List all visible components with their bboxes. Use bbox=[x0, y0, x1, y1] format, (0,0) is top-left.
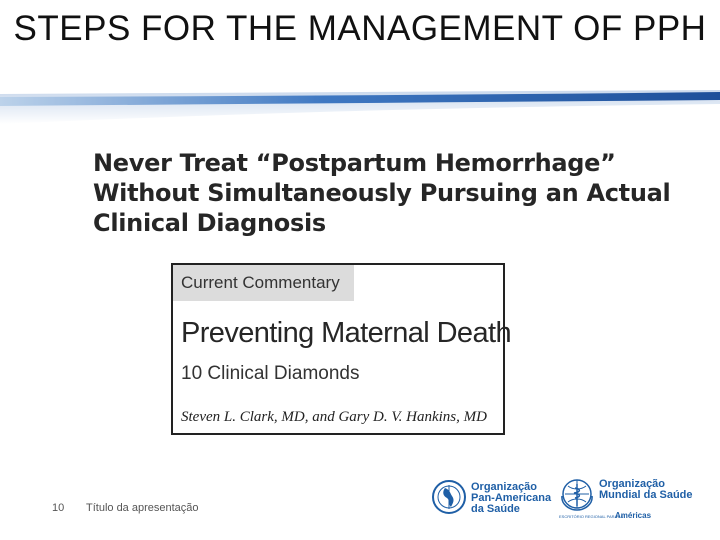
article-category: Current Commentary bbox=[173, 265, 354, 301]
article-title: Preventing Maternal Death bbox=[181, 317, 511, 349]
paho-emblem-icon bbox=[431, 479, 467, 515]
slide-title: STEPS FOR THE MANAGEMENT OF PPH bbox=[13, 9, 707, 48]
headline-line-3: Clinical Diagnosis bbox=[93, 209, 326, 237]
article-authors: Steven L. Clark, MD, and Gary D. V. Hankins, MD bbox=[181, 409, 487, 425]
who-logo-text bbox=[599, 479, 693, 501]
paho-line-3: da Saúde bbox=[471, 503, 520, 515]
who-line-1: Organização bbox=[599, 478, 666, 490]
article-excerpt-image bbox=[171, 263, 511, 435]
footer-text: Título da apresentação bbox=[86, 502, 199, 514]
slide-number: 10 bbox=[52, 502, 65, 514]
article-subtitle: 10 Clinical Diamonds bbox=[181, 363, 360, 384]
who-line-2: Mundial da Saúde bbox=[599, 489, 693, 501]
who-logo bbox=[559, 476, 693, 520]
paho-line-1: Organização bbox=[471, 481, 538, 493]
paho-line-2: Pan-Americana bbox=[471, 492, 552, 504]
paho-logo bbox=[431, 479, 551, 517]
headline bbox=[93, 148, 671, 238]
who-region: Américas bbox=[615, 511, 652, 520]
header-swoosh bbox=[0, 84, 720, 144]
paho-logo-text bbox=[471, 482, 551, 515]
headline-line-1: Never Treat “Postpartum Hemorrhage” bbox=[93, 149, 616, 177]
who-subline: ESCRITÓRIO REGIONAL PARA AS bbox=[559, 514, 624, 519]
who-emblem-icon bbox=[559, 476, 595, 512]
headline-line-2: Without Simultaneously Pursuing an Actual bbox=[93, 179, 671, 207]
